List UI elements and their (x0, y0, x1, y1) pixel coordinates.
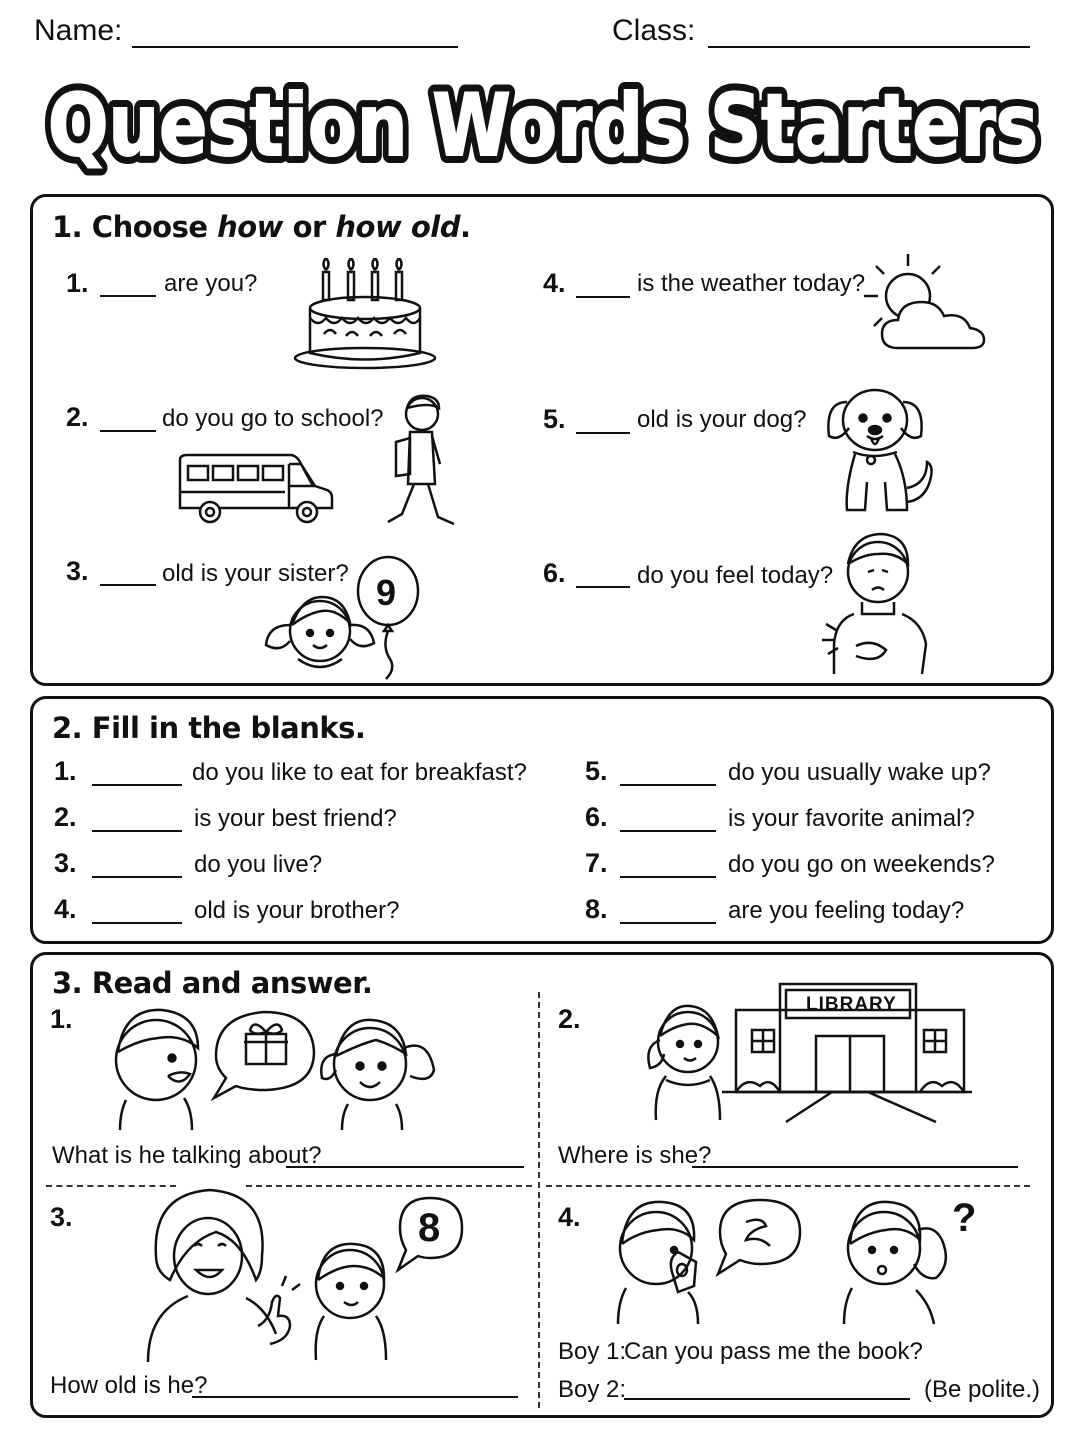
name-label: Name: (34, 14, 123, 47)
s1-item1-number: 1. (66, 268, 89, 298)
panel-divider-horizontal-right (546, 1185, 1030, 1187)
s2-item2-blank[interactable] (92, 830, 182, 832)
section2-title: 2. Fill in the blanks. (52, 711, 366, 745)
panel2-question: Where is she? (558, 1142, 712, 1169)
two-boys-talking-picture (612, 1192, 982, 1327)
s2-item2-number: 2. (54, 802, 77, 832)
s1-item4-text: is the weather today? (637, 270, 866, 297)
speech-bubble-number: 8 (418, 1206, 441, 1250)
boy1-text: Can you pass me the book? (624, 1338, 923, 1365)
girl-with-balloon-picture (258, 555, 428, 680)
birthday-cake-picture (290, 258, 440, 373)
panel1-question: What is he talking about? (52, 1142, 322, 1169)
s1-item4-number: 4. (543, 268, 566, 298)
class-label: Class: (612, 14, 696, 47)
s1-item5-text: old is your dog? (637, 406, 807, 433)
s2-item4-text: old is your brother? (194, 897, 400, 924)
panel3-number: 3. (50, 1202, 73, 1232)
s1-item5-blank[interactable] (576, 432, 630, 434)
sick-boy-picture (822, 528, 947, 676)
s2-item8-number: 8. (585, 894, 608, 924)
panel2-answer-line[interactable] (692, 1166, 1018, 1168)
puppy-picture (825, 378, 950, 518)
title-text: Question Words Starters (48, 76, 1038, 176)
s1-item1-text: are you? (164, 270, 258, 297)
s2-item7-number: 7. (585, 848, 608, 878)
polite-hint: (Be polite.) (924, 1376, 1041, 1403)
panel2-number: 2. (558, 1004, 581, 1034)
s2-item3-blank[interactable] (92, 876, 182, 878)
s2-item8-text: are you feeling today? (728, 897, 965, 924)
balloon-number: 9 (376, 572, 397, 613)
class-field[interactable] (708, 46, 1030, 48)
s1-item2-text: do you go to school? (162, 405, 384, 432)
title-outline: Question Words Starters (48, 76, 1038, 176)
s2-item6-number: 6. (585, 802, 608, 832)
s2-item4-blank[interactable] (92, 922, 182, 924)
s2-item6-blank[interactable] (620, 830, 716, 832)
panel1-number: 1. (50, 1004, 73, 1034)
s1-item2-blank[interactable] (100, 430, 156, 432)
s2-item5-number: 5. (585, 756, 608, 786)
question-mark: ? (952, 1196, 977, 1240)
s2-item7-blank[interactable] (620, 876, 716, 878)
library-sign: LIBRARY (806, 994, 897, 1015)
name-field[interactable] (132, 46, 458, 48)
s2-item3-text: do you live? (194, 851, 323, 878)
s1-item1-blank[interactable] (100, 295, 156, 297)
s2-item2-text: is your best friend? (194, 805, 397, 832)
s2-item3-number: 3. (54, 848, 77, 878)
s2-item4-number: 4. (54, 894, 77, 924)
walking-boy-picture (380, 392, 460, 537)
panel4-number: 4. (558, 1202, 581, 1232)
section1-title: 1. Choose how or how old. (52, 210, 471, 244)
section3-title: 3. Read and answer. (52, 966, 373, 1000)
panel4-answer-line[interactable] (624, 1398, 910, 1400)
s1-item2-number: 2. (66, 402, 89, 432)
s1-item6-number: 6. (543, 558, 566, 588)
s2-item1-number: 1. (54, 756, 77, 786)
panel1-answer-line[interactable] (286, 1166, 524, 1168)
s1-item6-blank[interactable] (576, 586, 630, 588)
s2-item8-blank[interactable] (620, 922, 716, 924)
sun-cloud-picture (856, 248, 991, 358)
boy-talking-gift-picture (104, 1000, 449, 1132)
s1-item4-blank[interactable] (576, 296, 630, 298)
s2-item1-text: do you like to eat for breakfast? (192, 759, 527, 786)
panel-divider-vertical (538, 992, 540, 1408)
s1-item3-number: 3. (66, 556, 89, 586)
s2-item5-text: do you usually wake up? (728, 759, 991, 786)
s1-item3-blank[interactable] (100, 584, 156, 586)
s2-item6-text: is your favorite animal? (728, 805, 975, 832)
s1-item3-text: old is your sister? (162, 560, 349, 587)
word-how: how (217, 210, 283, 244)
school-bus-picture (175, 452, 335, 527)
boy2-label: Boy 2: (558, 1376, 627, 1403)
s2-item1-blank[interactable] (92, 784, 182, 786)
s2-item5-blank[interactable] (620, 784, 716, 786)
s1-item6-text: do you feel today? (637, 562, 834, 589)
worksheet-title (0, 60, 1086, 180)
panel3-answer-line[interactable] (192, 1396, 518, 1398)
s1-item5-number: 5. (543, 404, 566, 434)
s2-item7-text: do you go on weekends? (728, 851, 995, 878)
boy1-label: Boy 1: (558, 1338, 627, 1365)
word-how-old: how old (335, 210, 460, 244)
panel3-question: How old is he? (50, 1372, 208, 1399)
